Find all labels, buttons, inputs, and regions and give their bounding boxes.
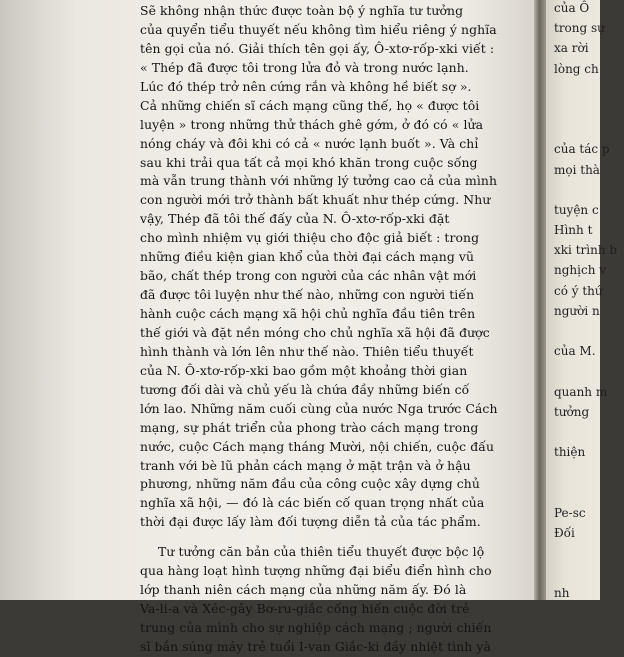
- fragment-line: [554, 99, 624, 119]
- fragment-line: [554, 483, 624, 503]
- text-line: Tư tưởng căn bản của thiên tiểu thuyết được bộc lộ: [158, 544, 485, 560]
- right-page-text: [554, 0, 624, 604]
- fragment-line: [554, 180, 624, 200]
- fragment-line: lòng ch: [554, 61, 599, 76]
- text-line: vậy, Thép đã tôi thế đấy của N. Ô-xtơ-rốp-xki đặt: [140, 211, 450, 227]
- text-line: mạng, sự phát triển của phong trào cách mạng trong: [140, 419, 479, 435]
- fragment-line: [554, 462, 624, 482]
- fragment-line: Pe-sc: [554, 505, 586, 520]
- fragment-line: nghịch v: [554, 263, 607, 278]
- book-gutter: [534, 0, 546, 600]
- text-line: những điều kiện gian khổ của thời đại cách mạng vũ: [140, 249, 475, 265]
- text-line: của quyển tiểu thuyết nếu không tìm hiểu riêng ý nghĩa: [140, 21, 497, 37]
- text-line: Va-li-a và Xéc-gây Bơ-ru-giắc cống hiến cuộc đời trẻ: [140, 601, 470, 617]
- fragment-line: xki trình b: [554, 243, 618, 258]
- text-line: Sẽ không nhận thức được toàn bộ ý nghĩa tư tưởng: [140, 3, 464, 18]
- text-line: bão, chất thép trong con người của các nhân vật mới: [140, 268, 477, 284]
- text-line: hành cuộc cách mạng xã hội chủ nghĩa đầu tiên trên: [140, 306, 476, 321]
- fragment-line: [554, 361, 624, 381]
- book-page: [74, 0, 534, 654]
- text-line: cho mình nhiệm vụ giới thiệu cho độc giả biết : trong: [140, 230, 480, 246]
- fragment-line: Đối: [554, 525, 575, 540]
- fragment-line: [554, 422, 624, 442]
- text-line: lớp thanh niên cách mạng của những năm ấy. Đó là: [140, 582, 467, 598]
- text-line: nghĩa xã hội, — đó là các biến cố quan trọng nhất của: [140, 495, 485, 511]
- fragment-line: quanh m: [554, 384, 608, 399]
- fragment-line: [554, 321, 624, 341]
- page-text: [140, 2, 528, 657]
- text-line: thời đại được lấy làm đối tượng diễn tả của tác phẩm.: [140, 514, 481, 530]
- fragment-line: trong sự: [554, 21, 605, 36]
- fragment-line: của M.: [554, 344, 596, 359]
- text-line: luyện » trong những thử thách ghê gớm, ở đó có « lửa: [140, 116, 484, 132]
- text-line: con người mới trở thành bất khuất như thép cứng. Như: [140, 192, 491, 208]
- text-line: tên gọi của nó. Giải thích tên gọi ấy, Ô-xtơ-rốp-xki viết :: [140, 40, 495, 56]
- paragraph-gap: [140, 532, 528, 543]
- fragment-line: Hình t: [554, 223, 593, 238]
- text-line: lớn lao. Những năm cuối cùng của nước Nga trước Cách: [140, 400, 498, 416]
- fragment-line: tuyện c: [554, 202, 599, 217]
- text-line: Cả những chiến sĩ cách mạng cũng thế, họ « được tôi: [140, 97, 480, 113]
- text-line: nước, cuộc Cách mạng tháng Mười, nội chiến, cuộc đấu: [140, 438, 495, 454]
- right-page: [546, 0, 618, 601]
- text-line: qua hàng loạt hình tượng những đại biểu điển hình cho: [140, 563, 492, 579]
- fragment-line: xa rời: [554, 41, 589, 56]
- text-line: nóng cháy và đôi khi có cả « nước lạnh buốt ». Và chỉ: [140, 135, 479, 151]
- fragment-line: mọi thà: [554, 162, 600, 177]
- fragment-line: [554, 543, 624, 563]
- fragment-line: có ý thứ: [554, 283, 603, 298]
- fragment-line: thiện: [554, 445, 586, 460]
- text-line: Lúc đó thép trở nên cứng rắn và không hề biết sợ ».: [140, 78, 472, 94]
- text-line: của N. Ô-xtơ-rốp-xki bao gồm một khoảng thời gian: [140, 362, 468, 378]
- fragment-line: [554, 79, 624, 99]
- text-line: sau khi trải qua tất cả mọi khó khăn trong cuộc sống: [140, 154, 478, 170]
- text-line: sĩ bắn súng máy trẻ tuổi I-van Giắc-ki đầy nhiệt tình yà: [140, 638, 492, 654]
- text-line: phương, những năm đầu của công cuộc xây dựng chủ: [140, 476, 480, 492]
- text-line: thế giới và đặt nền móng cho chủ nghĩa xã hội đã được: [140, 324, 490, 340]
- text-line: đã được tôi luyện như thế nào, những con người tiến: [140, 287, 475, 303]
- fragment-line: người n: [554, 303, 600, 318]
- text-line: hình thành và lớn lên như thế nào. Thiên tiểu thuyết: [140, 343, 474, 359]
- text-line: « Thép đã được tôi trong lửa đỏ và trong nước lạnh.: [140, 59, 469, 75]
- fragment-line: [554, 119, 624, 139]
- fragment-line: tưởng: [554, 404, 590, 419]
- text-line: tranh với bè lũ phản cách mạng ở mặt trận và ở hậu: [140, 457, 471, 473]
- text-line: tương đối dài và chủ yếu là chứa đầy những biến cố: [140, 381, 470, 397]
- left-book-edge: [0, 0, 74, 600]
- text-line: mà vẫn trung thành với những lý tưởng cao cả của mình: [140, 173, 498, 189]
- fragment-line: của Ô: [554, 1, 590, 15]
- text-line: trung của mình cho sự nghiệp cách mạng ; người chiến: [140, 620, 492, 635]
- fragment-line: nh: [554, 586, 570, 601]
- fragment-line: [554, 563, 624, 583]
- fragment-line: của tác p: [554, 142, 610, 157]
